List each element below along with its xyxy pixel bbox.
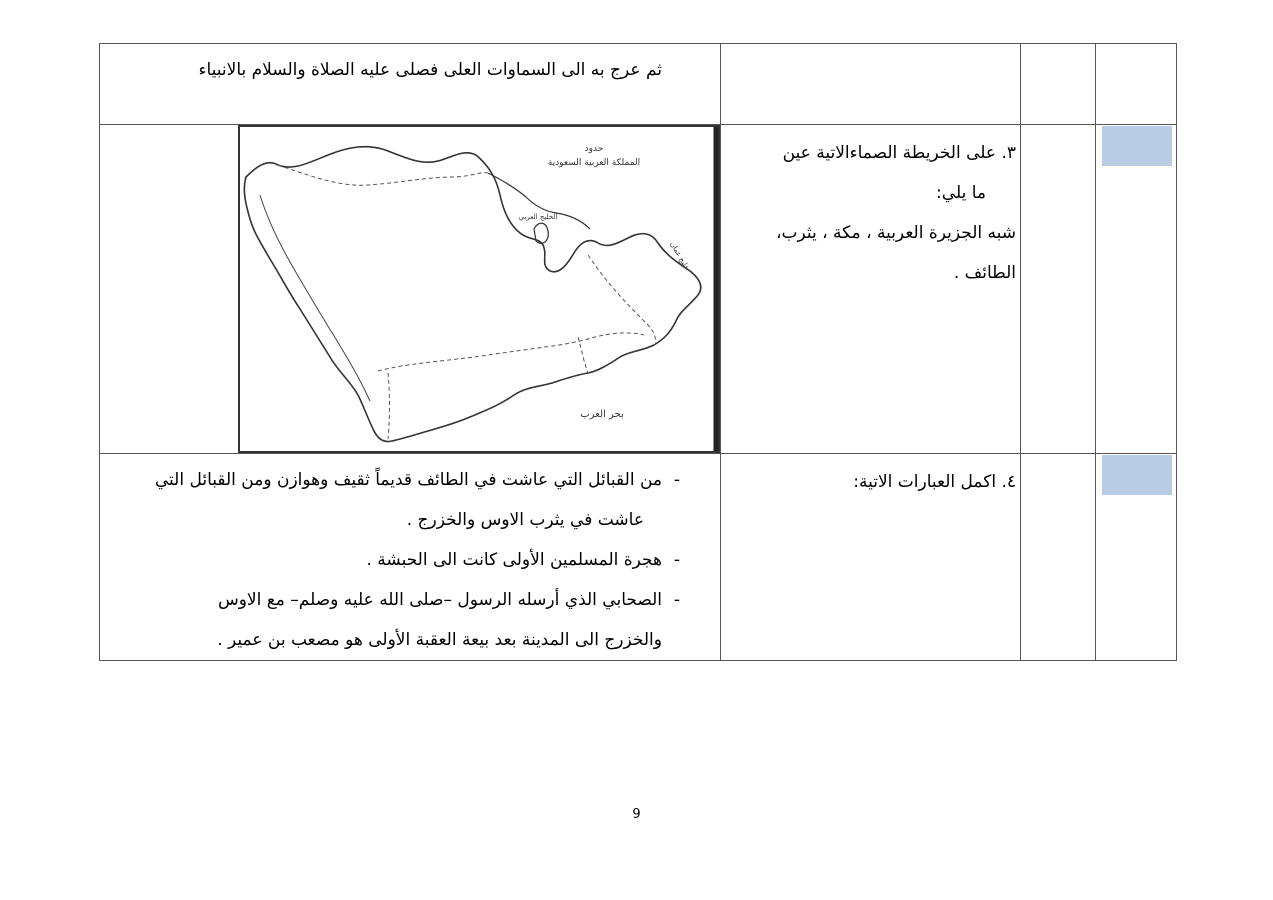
list-item-text: الصحابي الذي أرسله الرسول –صلى الله عليه وصلم– مع الاوس — [217, 590, 662, 610]
page-number: 9 — [632, 807, 641, 822]
map-container — [238, 125, 720, 453]
table-row — [100, 125, 1177, 454]
map-cell — [100, 125, 721, 454]
list-item-text: من القبائل التي عاشت في الطائف قديماً ثقيف وهوازن ومن القبائل التي — [154, 470, 662, 490]
table-row — [100, 454, 1177, 661]
answer-text: ثم عرج به الى السماوات العلى فصلى عليه الصلاة والسلام بالانبياء — [198, 60, 662, 80]
question-line: ٣. على الخريطة الصماءالاتية عين — [782, 143, 1016, 163]
bullet-dash: - — [673, 550, 680, 570]
question-line: شبه الجزيرة العربية ، مكة ، يثرب، — [776, 223, 1016, 243]
list-item-text: هجرة المسلمين الأولى كانت الى الحبشة . — [366, 550, 662, 570]
answer-list — [100, 454, 720, 660]
question-line: الطائف . — [953, 263, 1016, 283]
list-item — [106, 460, 680, 540]
map-frame — [239, 126, 719, 452]
list-item-continuation: والخزرج الى المدينة بعد بيعة العقبة الأولى هو مصعب بن عمير . — [217, 630, 662, 650]
answer-cell — [100, 44, 721, 125]
question-cell — [721, 125, 1021, 454]
question-line: ما يلي: — [936, 183, 986, 203]
map-title-line1: حدود — [584, 144, 604, 154]
empty-cell — [1021, 44, 1096, 125]
score-cell — [1096, 125, 1177, 454]
map-gulf-label: الخليج العربي — [518, 213, 558, 221]
question-cell — [721, 44, 1021, 125]
list-item-continuation: عاشت في يثرب الاوس والخزرج . — [406, 510, 644, 530]
map-title-line2: المملكة العربية السعودية — [547, 158, 641, 168]
question-text — [721, 44, 1020, 52]
bullet-dash: - — [673, 590, 680, 610]
score-cell — [1096, 454, 1177, 661]
answer-cell — [100, 454, 721, 661]
empty-cell — [1096, 44, 1177, 125]
worksheet-table — [99, 43, 1177, 661]
arabian-peninsula-blank-map — [238, 125, 720, 453]
question-cell — [721, 454, 1021, 661]
question-text: ٤. اكمل العبارات الاتية: — [853, 472, 1016, 492]
question-text — [721, 125, 1020, 293]
table-row — [100, 44, 1177, 125]
list-item — [106, 540, 680, 580]
empty-cell — [1021, 125, 1096, 454]
list-item — [106, 580, 680, 660]
map-sea-label: بحر العرب — [580, 409, 624, 420]
map-oman-gulf-label: خليج عمان — [668, 240, 691, 272]
highlight-box — [1102, 455, 1172, 495]
empty-cell — [1021, 454, 1096, 661]
highlight-box — [1102, 126, 1172, 166]
bullet-dash: - — [673, 470, 680, 490]
